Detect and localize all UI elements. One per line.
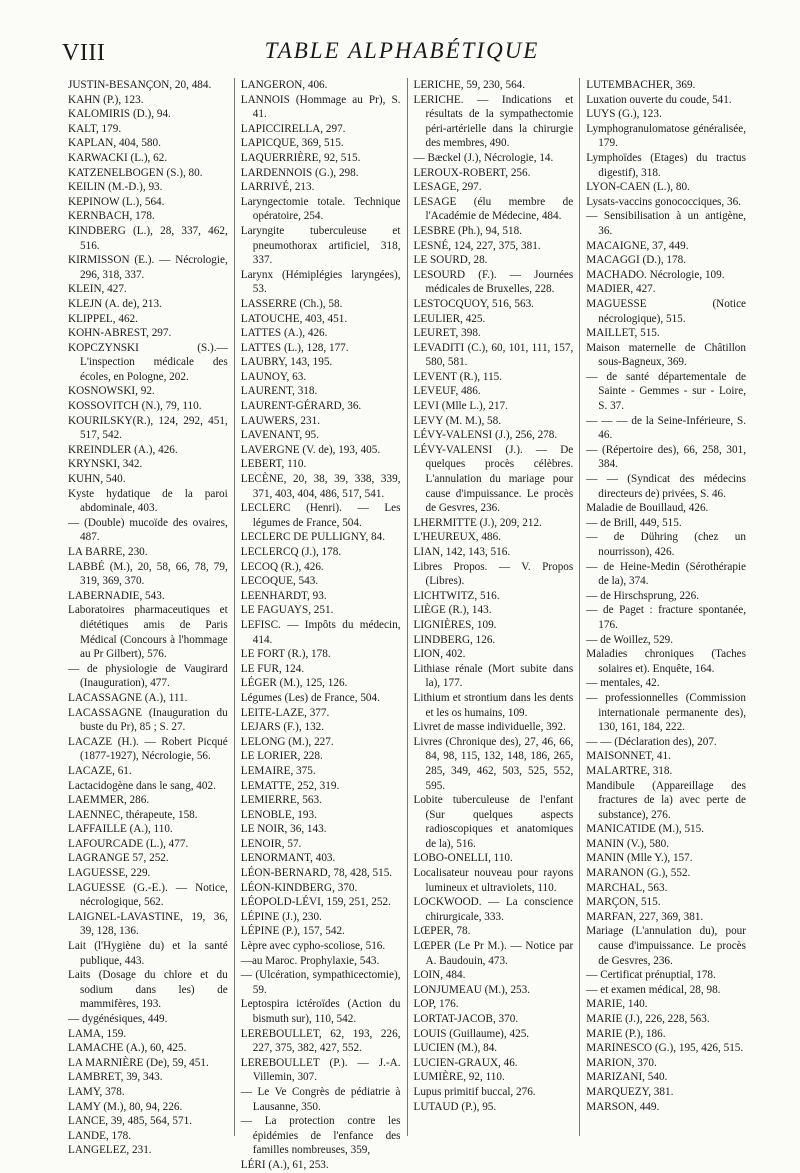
index-entry: — Certificat prénuptial, 178. — [586, 969, 716, 982]
index-entry: LA BARRE, 230. — [68, 546, 148, 558]
index-entry: Luxation ouverte du coude, 541. — [586, 93, 732, 106]
index-entry: KEPINOW (L.), 564. — [68, 195, 165, 208]
index-entry: MARION, 370. — [586, 1056, 657, 1069]
index-entry: LACAZE, 61. — [68, 764, 132, 777]
index-entry: LUCIEN (M.), 84. — [413, 1042, 498, 1055]
index-entry: — de Dühring (chez un nourrisson), 426. — [586, 531, 746, 558]
index-entry: — La protection contre les épidémies de l'enfance des familles nombreuses, 359, — [240, 1115, 401, 1157]
index-entry: LICHTWITZ, 516. — [413, 589, 500, 602]
index-entry: LIGNIÈRES, 109. — [413, 618, 497, 631]
index-entry: LOIN, 484. — [413, 969, 466, 982]
index-entry: — — (Syndicat des médecins directeurs de) privées, S. 46. — [586, 473, 746, 500]
index-entry: KOSNOWSKI, 92. — [68, 385, 155, 398]
index-entry: LE FUR, 124. — [240, 662, 305, 675]
index-entry: LAIGNEL-LAVASTINE, 19, 36, 39, 128, 136. — [68, 910, 228, 938]
index-entry: — — (Déclaration des), 207. — [586, 735, 717, 748]
index-entry: LÉGER (M.), 125, 126. — [240, 677, 348, 690]
index-entry: LEMATTE, 252, 319. — [240, 779, 340, 792]
index-entry: KINDBERG (L.), 28, 337, 462, 516. — [68, 224, 228, 252]
index-entry: LERICHE. — Indications et résultats de la sympathectomie péri-artérielle dans la chirurgie des membres, 490. — [413, 93, 574, 150]
index-entry: LOBO-ONELLI, 110. — [413, 852, 513, 865]
index-entry: LACASSAGNE (A.), 111. — [68, 691, 188, 704]
index-entry: Livret de masse individuelle, 392. — [413, 721, 566, 734]
index-entry: LAMBRET, 39, 343. — [68, 1071, 163, 1084]
index-entry: LESAGE, 297. — [413, 181, 482, 194]
index-entry: LEJARS (F.), 132. — [240, 721, 325, 734]
index-entry: LUCIEN-GRAUX, 46. — [413, 1056, 518, 1069]
index-entry: — de Brill, 449, 515. — [586, 516, 682, 529]
index-entry: KLEJN (A. de), 213. — [68, 297, 162, 310]
index-entry: — de Hirschsprung, 226. — [586, 589, 700, 602]
index-entry: LAGUESSE, 229. — [68, 867, 151, 880]
index-entry: LION, 402. — [413, 648, 466, 661]
index-entry: LASSERRE (Ch.), 58. — [240, 297, 343, 310]
index-entry: LABERNADIE, 543. — [68, 589, 165, 602]
index-entry: Livres (Chronique des), 27, 46, 66, 84, 98, 115, 132, 148, 186, 265, 285, 349, 462, 503, 525, 552, 595. — [413, 735, 574, 792]
index-entry: KOSSOVITCH (N.), 79, 110. — [68, 400, 202, 413]
index-entry: MALARTRE, 318. — [586, 764, 673, 777]
index-entry: LARRIVÉ, 213. — [240, 181, 315, 194]
index-entry: Mandibule (Appareillage des fractures de la) avec perte de substance), 276. — [586, 779, 746, 821]
index-entry: LENOBLE, 193. — [240, 808, 317, 821]
index-entry: LE NOIR, 36, 143. — [240, 823, 327, 836]
index-entry: Laryngite tuberculeuse et pneumothorax artificiel, 318, 337. — [240, 224, 401, 267]
index-entry: Lithiase rénale (Mort subite dans la), 177. — [413, 662, 574, 690]
index-entry: LUMIÈRE, 92, 110. — [413, 1071, 505, 1084]
index-entry: LECOQUE, 543. — [240, 575, 319, 588]
index-entry: LAUNOY, 63. — [240, 370, 307, 383]
index-entry: — Sensibilisation à un antigène, 36. — [586, 210, 746, 237]
index-entry: LEFISC. — Impôts du médecin, 414. — [240, 618, 401, 646]
index-entry: Mariage (L'annulation du), pour cause d'impuissance. Le procès de Gesvres, 236. — [586, 925, 746, 967]
index-entry: KRYNSKI, 342. — [68, 458, 143, 471]
index-entry: LEVEUF, 486. — [413, 385, 481, 398]
index-entry: — de santé départementale de Sainte - Gemmes - sur - Loire, S. 37. — [586, 370, 746, 413]
index-entry: Leptospira ictéroïdes (Action du bismuth sur), 110, 542. — [240, 998, 401, 1025]
index-entry: LEREBOULLET, 62, 193, 226, 227, 375, 382, 427, 552. — [240, 1027, 401, 1055]
index-entry: LEVENT (R.), 115. — [413, 370, 503, 383]
index-entry: MARCHAL, 563. — [586, 881, 668, 894]
index-entry: LEBERT, 110. — [240, 458, 307, 471]
index-entry: LARDENNOIS (G.), 298. — [240, 166, 359, 179]
index-column-2 — [234, 78, 407, 1171]
index-entry: Lait (l'Hygiène du) et la santé publique, 443. — [68, 940, 228, 967]
index-entry: KLEIN, 427. — [68, 283, 127, 296]
index-entry: LECÈNE, 20, 38, 39, 338, 339, 371, 403, 404, 486, 517, 541. — [240, 473, 401, 500]
index-entry: KLIPPEL, 462. — [68, 312, 138, 325]
index-columns — [62, 78, 752, 1171]
index-entry: LÉPINE (P.), 157, 542. — [240, 925, 345, 938]
index-entry: LIAN, 142, 143, 516. — [413, 546, 511, 558]
index-entry: LECLERC DE PULLIGNY, 84. — [240, 531, 386, 544]
index-entry: LECOQ (R.), 426. — [240, 560, 324, 573]
index-entry: — Bæckel (J.), Nécrologie, 14. — [413, 151, 554, 164]
index-entry: LUYS (G.), 123. — [586, 108, 662, 121]
index-entry: LAVERGNE (V. de), 193, 405. — [240, 443, 381, 456]
index-entry: LESOURD (F.). — Journées médicales de Bruxelles, 228. — [413, 268, 574, 296]
index-entry: KALOMIRIS (D.), 94. — [68, 108, 171, 121]
index-entry: KOURILSKY(R.), 124, 292, 451, 517, 542. — [68, 414, 228, 442]
index-entry: LAENNEC, thérapeute, 158. — [68, 808, 198, 821]
index-entry: MANIN (Mlle Y.), 157. — [586, 852, 693, 865]
index-entry: MANICATIDE (M.), 515. — [586, 823, 705, 836]
index-entry: LEVADITI (C.), 60, 101, 111, 157, 580, 581. — [413, 341, 574, 369]
index-entry: LATTES (L.), 128, 177. — [240, 341, 349, 354]
index-entry: MARFAN, 227, 369, 381. — [586, 910, 704, 923]
index-entry: MANIN (V.), 580. — [586, 837, 670, 850]
index-entry: — mentales, 42. — [586, 677, 660, 690]
index-entry: LOCKWOOD. — La conscience chirurgicale, 333. — [413, 896, 574, 923]
index-entry: LAUBRY, 143, 195. — [240, 356, 333, 369]
index-entry: LINDBERG, 126. — [413, 633, 496, 646]
index-entry: Légumes (Les) de France, 504. — [240, 691, 380, 704]
index-entry: LÉVY-VALENSI (J.), 256, 278. — [413, 429, 558, 442]
index-entry: Lymphoïdes (Etages) du tractus digestif), 318. — [586, 151, 746, 179]
index-entry: Lymphogranulomatose généralisée, 179. — [586, 122, 746, 150]
index-entry: KOPCZYNSKI (S.).— L'inspection médicale des écoles, en Pologne, 202. — [68, 341, 228, 383]
index-entry: — professionnelles (Commission internationale permanente des), 130, 161, 184, 222. — [586, 691, 746, 734]
index-entry: LAGUESSE (G.-E.). — Notice, nécrologique, 562. — [68, 881, 228, 909]
index-entry: MAISONNET, 41. — [586, 750, 671, 763]
index-entry: L'HEUREUX, 486. — [413, 531, 501, 544]
index-entry: LA MARNIÈRE (De), 59, 451. — [68, 1056, 209, 1069]
index-column-3 — [407, 78, 580, 1136]
index-entry: LAFOURCADE (L.), 477. — [68, 837, 189, 850]
index-entry: LÉON-BERNARD, 78, 428, 515. — [240, 867, 393, 880]
index-entry: LANGERON, 406. — [240, 79, 328, 91]
index-entry: Maladies chroniques (Taches solaires et). Enquête, 164. — [586, 648, 746, 675]
index-entry: MAILLET, 515. — [586, 327, 660, 340]
index-entry: LAPICCIRELLA, 297. — [240, 122, 346, 135]
index-entry: LAMACHE (A.), 60, 425. — [68, 1042, 187, 1055]
index-column-1 — [62, 78, 234, 1157]
index-entry: LÉON-KINDBERG, 370. — [240, 881, 358, 894]
index-entry: LAGRANGE 57, 252. — [68, 852, 169, 865]
index-entry: LOUIS (Guillaume), 425. — [413, 1027, 530, 1040]
index-entry: — dygénésiques, 449. — [68, 1013, 168, 1025]
index-entry: LECLERC (Henri). — Les légumes de France, 504. — [240, 502, 401, 529]
index-entry: LOP, 176. — [413, 998, 459, 1011]
page-header — [62, 38, 742, 72]
index-entry: Lactacidogène dans le sang, 402. — [68, 779, 216, 792]
index-entry: — de Heine-Medin (Sérothérapie de la), 374. — [586, 560, 746, 588]
index-entry: — et examen médical, 28, 98. — [586, 983, 721, 996]
index-entry: LEMIERRE, 563. — [240, 794, 322, 807]
index-entry: LAMY, 378. — [68, 1085, 125, 1098]
index-entry: LESNÉ, 124, 227, 375, 381. — [413, 239, 541, 252]
index-entry: LEULIER, 425. — [413, 312, 486, 325]
index-column-4 — [579, 78, 752, 1136]
index-entry: LEREBOULLET (P.). — J.-A. Villemin, 307. — [240, 1056, 401, 1084]
index-entry: KAPLAN, 404, 580. — [68, 137, 161, 150]
index-entry: LÉOPOLD-LÉVI, 159, 251, 252. — [240, 896, 391, 909]
index-entry: LAQUERRIÈRE, 92, 515. — [240, 151, 361, 164]
index-entry: LAFFAILLE (A.), 110. — [68, 823, 173, 836]
index-entry: KOHN-ABREST, 297. — [68, 327, 172, 340]
index-entry: Libres Propos. — V. Propos (Libres). — [413, 560, 574, 588]
index-entry: — (Double) mucoïde des ovaires, 487. — [68, 516, 228, 544]
index-entry: LABBÉ (M.), 20, 58, 66, 78, 79, 319, 369, 370. — [68, 560, 228, 588]
index-entry: MARIE (J.), 226, 228, 563. — [586, 1013, 710, 1025]
index-entry: LATTES (A.), 426. — [240, 327, 328, 340]
index-entry: LAURENT, 318. — [240, 385, 318, 398]
index-entry: Lèpre avec cypho-scoliose, 516. — [240, 940, 386, 953]
index-entry: LENOIR, 57. — [240, 837, 302, 850]
index-entry: LESTOCQUOY, 516, 563. — [413, 297, 534, 310]
index-entry: LANNOIS (Hommage au Pr), S. 41. — [240, 93, 401, 121]
index-entry: KERNBACH, 178. — [68, 210, 155, 223]
index-entry: KREINDLER (A.), 426. — [68, 443, 178, 456]
index-entry: Localisateur nouveau pour rayons lumineux et ultraviolets, 110. — [413, 867, 574, 894]
index-entry: LATOUCHE, 403, 451. — [240, 312, 348, 325]
index-entry: LACAZE (H.). — Robert Picqué (1877-1927), Nécrologie, 56. — [68, 735, 228, 763]
index-entry: Maladie de Bouillaud, 426. — [586, 502, 709, 515]
index-entry: LE FAGUAYS, 251. — [240, 604, 334, 617]
index-entry: — Le Ve Congrès de pédiatrie à Lausanne, 350. — [240, 1085, 401, 1113]
index-entry: LELONG (M.), 227. — [240, 735, 334, 748]
index-entry: — de Paget : fracture spontanée, 176. — [586, 604, 746, 631]
index-entry: LESBRE (Ph.), 94, 518. — [413, 224, 522, 237]
index-entry: LÉRI (A.), 61, 253. — [240, 1158, 329, 1171]
index-entry: LE FORT (R.), 178. — [240, 648, 331, 661]
index-entry: LUTEMBACHER, 369. — [586, 79, 696, 91]
index-entry: LEVY (M. M.), 58. — [413, 414, 502, 427]
index-entry: Larynx (Hémiplégies laryngées), 53. — [240, 268, 401, 296]
index-entry: LAURENT-GÉRARD, 36. — [240, 400, 362, 413]
index-entry: KAHN (P.), 123. — [68, 93, 144, 106]
index-entry: MACHADO. Nécrologie, 109. — [586, 268, 725, 281]
index-entry: LANCE, 39, 485, 564, 571. — [68, 1115, 192, 1128]
index-entry: MARIZANI, 540. — [586, 1071, 668, 1084]
index-entry: Maison maternelle de Châtillon sous-Bagneux, 369. — [586, 341, 746, 369]
index-entry: LESAGE (élu membre de l'Académie de Médecine, 484. — [413, 195, 574, 223]
index-entry: Kyste hydatique de la paroi abdominale, 403. — [68, 487, 228, 515]
index-entry: LONJUMEAU (M.), 253. — [413, 983, 531, 996]
index-entry: MARIE (P.), 186. — [586, 1027, 666, 1040]
index-entry: MARQUEZY, 381. — [586, 1085, 674, 1098]
index-entry: LŒPER (Le Pr M.). — Notice par A. Baudouin, 473. — [413, 940, 574, 967]
index-entry: Lithium et strontium dans les dents et les os humains, 109. — [413, 691, 574, 719]
index-entry: LE LORIER, 228. — [240, 750, 323, 763]
index-entry: — (Ulcération, sympathicectomie), 59. — [240, 969, 401, 996]
index-entry: LAVENANT, 95. — [240, 429, 319, 442]
index-entry: LEMAIRE, 375. — [240, 764, 316, 777]
index-entry: LEURET, 398. — [413, 327, 481, 340]
index-entry: MAGUESSE (Notice nécrologique), 515. — [586, 297, 746, 325]
index-entry: LANGELEZ, 231. — [68, 1144, 152, 1157]
index-entry: MARSON, 449. — [586, 1100, 660, 1113]
index-entry: MADIER, 427. — [586, 283, 656, 296]
index-entry: LAMA, 159. — [68, 1027, 127, 1040]
index-entry: LYON-CAEN (L.), 80. — [586, 181, 690, 194]
index-entry: KEILIN (M.-D.), 93. — [68, 181, 163, 194]
index-entry: JUSTIN-BESANÇON, 20, 484. — [68, 79, 212, 91]
index-entry: MACAIGNE, 37, 449. — [586, 239, 689, 252]
index-entry: — — — de la Seine-Inférieure, S. 46. — [586, 414, 746, 442]
index-entry: LAEMMER, 286. — [68, 794, 150, 807]
index-entry: LORTAT-JACOB, 370. — [413, 1013, 519, 1025]
index-entry: LEITE-LAZE, 377. — [240, 706, 330, 719]
index-entry: — (Répertoire des), 66, 258, 301, 384. — [586, 443, 746, 471]
index-entry: Lysats-vaccins gonococciques, 36. — [586, 195, 741, 208]
index-entry: KARWACKI (L.), 62. — [68, 151, 168, 164]
index-entry: LAPICQUE, 369, 515. — [240, 137, 344, 150]
index-entry: LÉPINE (J.), 230. — [240, 910, 322, 923]
index-entry: MARANON (G.), 552. — [586, 867, 691, 880]
index-entry: LAMY (M.), 80, 94, 226. — [68, 1100, 183, 1113]
index-entry: LE SOURD, 28. — [413, 254, 488, 267]
index-entry: —au Maroc. Prophylaxie, 543. — [240, 954, 380, 967]
index-entry: KUHN, 540. — [68, 473, 126, 486]
index-entry: LERICHE, 59, 230, 564. — [413, 79, 526, 91]
index-entry: Laryngectomie totale. Technique opératoire, 254. — [240, 195, 401, 223]
index-entry: KIRMISSON (E.). — Nécrologie, 296, 318, 337. — [68, 254, 228, 281]
index-entry: — de Woillez, 529. — [586, 633, 674, 646]
index-entry: LEENHARDT, 93. — [240, 589, 327, 602]
index-entry: LUTAUD (P.), 95. — [413, 1100, 497, 1113]
index-entry: KATZENELBOGEN (S.), 80. — [68, 166, 203, 179]
index-entry: Lupus primitif buccal, 276. — [413, 1085, 536, 1098]
index-entry: Laboratoires pharmaceutiques et diététiques amis de Paris Médical (Concours à l'hommage au Pr Gilbert), 576. — [68, 604, 228, 661]
index-entry: MACAGGI (D.), 178. — [586, 254, 686, 267]
index-entry: LEROUX-ROBERT, 256. — [413, 166, 531, 179]
index-entry: LIÈGE (R.), 143. — [413, 604, 492, 617]
index-entry: MARÇON, 515. — [586, 896, 661, 909]
index-entry: LEVI (Mlle L.), 217. — [413, 400, 508, 413]
index-entry: LÉVY-VALENSI (J.). — De quelques procès célèbres. L'annulation du mariage pour cause d'impuissance. Le procès de Gesvres, 236. — [413, 443, 574, 515]
page-number: VIII — [62, 40, 106, 66]
index-entry: LECLERCQ (J.), 178. — [240, 546, 342, 558]
index-entry: LANDE, 178. — [68, 1129, 132, 1142]
index-entry: Lobite tuberculeuse de l'enfant (Sur quelques aspects radioscopiques et anatomiques de la), 516. — [413, 794, 574, 850]
index-entry: LHERMITTE (J.), 209, 212. — [413, 516, 542, 529]
index-entry: Laits (Dosage du chlore et du sodium dans les) de mammifères, 193. — [68, 969, 228, 1011]
index-entry: MARINESCO (G.), 195, 426, 515. — [586, 1042, 744, 1055]
index-entry: KALT, 179. — [68, 122, 122, 135]
index-entry: LŒPER, 78. — [413, 925, 471, 938]
index-entry: LENORMANT, 403. — [240, 852, 336, 865]
page-title: TABLE ALPHABÉTIQUE — [264, 38, 540, 63]
index-entry: LACASSAGNE (Inauguration du buste du Pr), 85 ; S. 27. — [68, 706, 228, 734]
index-entry: MARIE, 140. — [586, 998, 648, 1011]
index-entry: LAUWERS, 231. — [240, 414, 320, 427]
index-entry: — de physiologie de Vaugirard (Inauguration), 477. — [68, 662, 228, 690]
